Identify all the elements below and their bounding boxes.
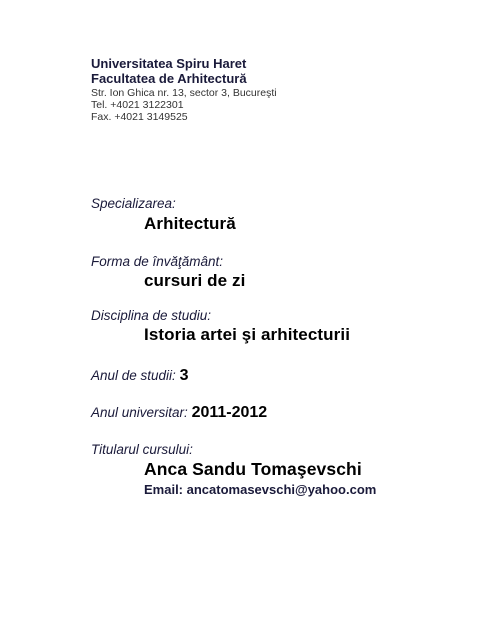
- academic-year-value: 2011-2012: [191, 404, 268, 421]
- course-holder-label: Titularul cursului:: [91, 442, 193, 457]
- discipline-value: Istoria artei şi arhitecturii: [144, 325, 351, 344]
- course-holder-email[interactable]: Email: ancatomasevschi@yahoo.com: [144, 482, 377, 497]
- specialization-value: Arhitectură: [144, 214, 236, 233]
- faculty-name: Facultatea de Arhitectură: [91, 71, 247, 86]
- fax-line: Fax. +4021 3149525: [91, 111, 188, 123]
- study-year-value: 3: [179, 367, 189, 384]
- specialization-label: Specializarea:: [91, 196, 176, 211]
- course-holder-name: Anca Sandu Tomaşevschi: [144, 459, 362, 479]
- academic-year-label: Anul universitar:: [91, 405, 188, 420]
- education-form-value: cursuri de zi: [144, 271, 246, 290]
- phone-line: Tel. +4021 3122301: [91, 99, 184, 111]
- study-year-label: Anul de studii:: [91, 368, 176, 383]
- academic-year-row: [91, 405, 267, 421]
- address-line: Str. Ion Ghica nr. 13, sector 3, Bucureşti: [91, 87, 277, 99]
- discipline-label: Disciplina de studiu:: [91, 308, 212, 323]
- education-form-label: Forma de învăţământ:: [91, 254, 224, 269]
- university-name: Universitatea Spiru Haret: [91, 56, 247, 71]
- study-year-row: [91, 368, 188, 384]
